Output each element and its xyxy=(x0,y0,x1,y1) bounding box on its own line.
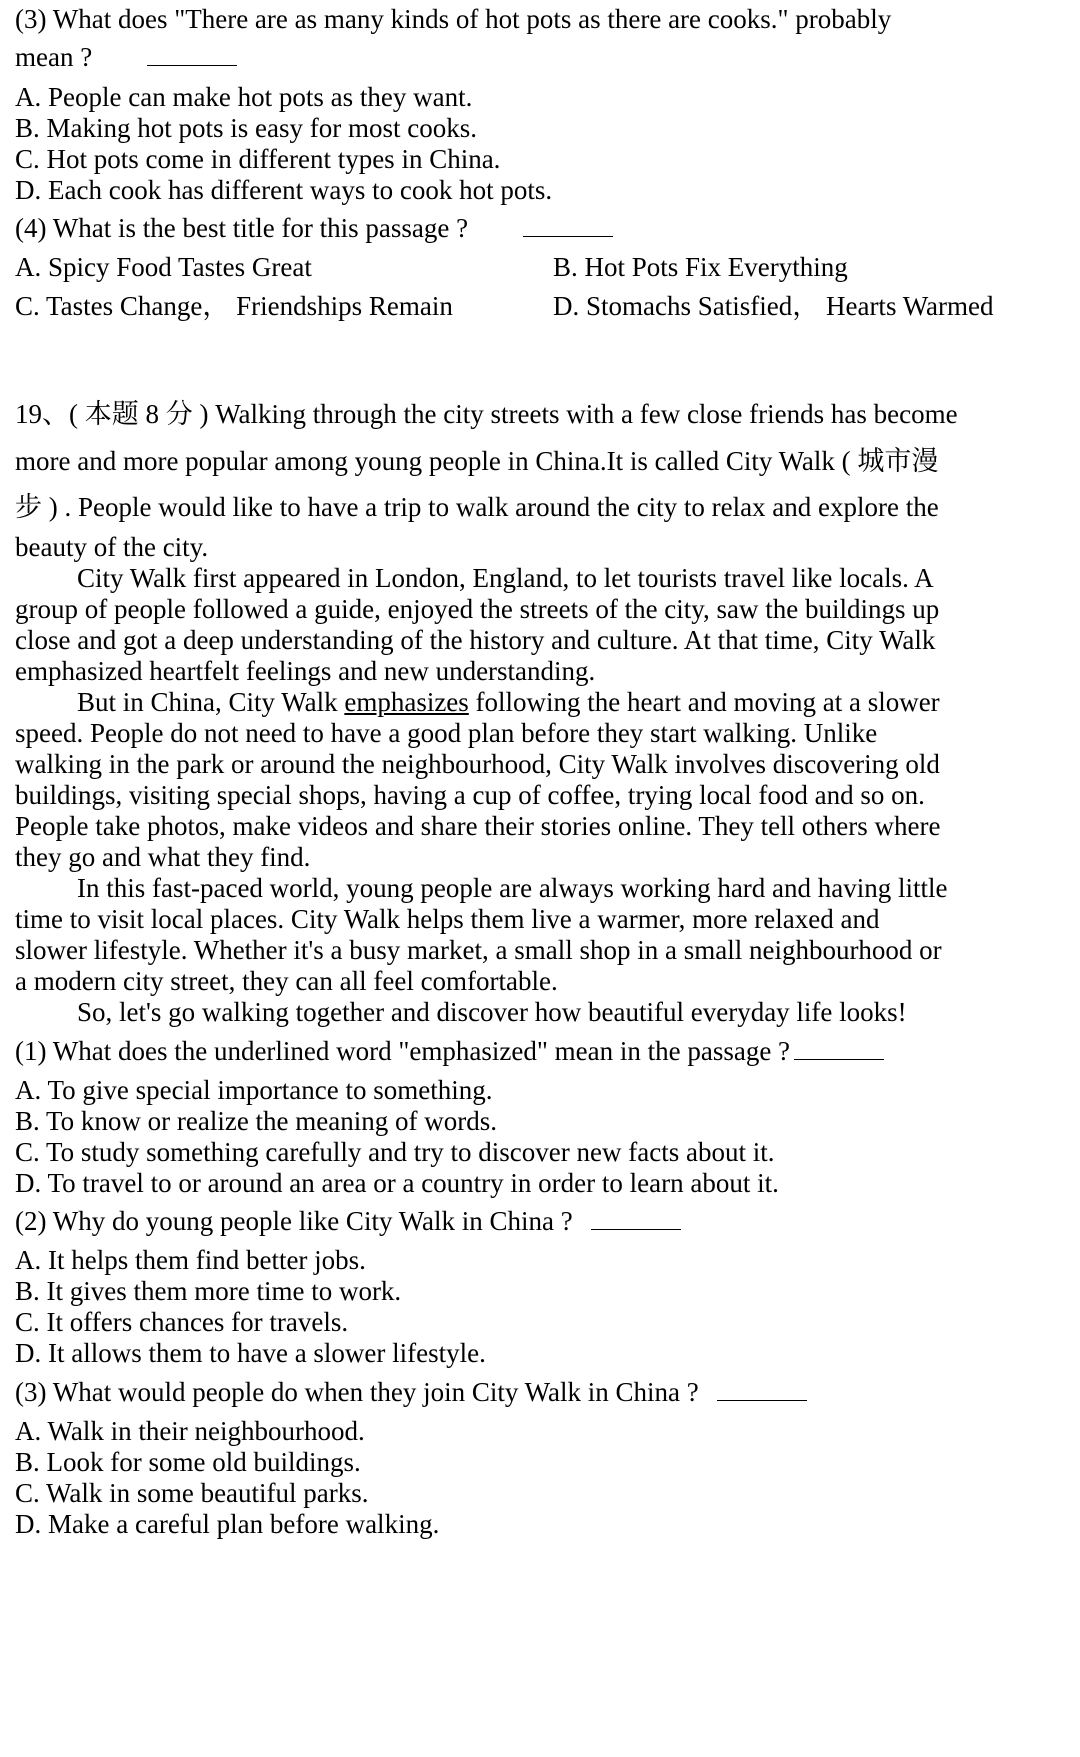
underlined-word: emphasizes xyxy=(344,687,469,717)
option-b: B. To know or realize the meaning of words. xyxy=(15,1106,497,1136)
passage-line: People take photos, make videos and share their stories online. They tell others where xyxy=(15,811,941,841)
option-a: A. Walk in their neighbourhood. xyxy=(15,1416,365,1446)
passage-text: But in China, City Walk xyxy=(77,687,345,717)
option-b: B. Hot Pots Fix Everything xyxy=(553,252,848,282)
question-stem xyxy=(15,1375,807,1409)
option-a: A. Spicy Food Tastes Great xyxy=(15,252,312,282)
question-stem-text: (2) Why do young people like City Walk in China ? xyxy=(15,1206,573,1236)
passage-line: walking in the park or around the neighbourhood, City Walk involves discovering old xyxy=(15,749,940,779)
passage-intro-line: more and more popular among young people in China.It is called City Walk ( 城市漫 xyxy=(15,446,939,476)
passage-line: close and got a deep understanding of the history and culture. At that time, City Walk xyxy=(15,625,936,655)
option-a: A. People can make hot pots as they want. xyxy=(15,82,473,112)
passage-intro-line: 19、( 本题 8 分 ) Walking through the city streets with a few close friends has become xyxy=(15,399,958,429)
question-stem-text: (1) What does the underlined word "emphasized" mean in the passage ? xyxy=(15,1036,791,1066)
option-a: A. To give special importance to something. xyxy=(15,1075,493,1105)
passage-line: slower lifestyle. Whether it's a busy market, a small shop in a small neighbourhood or xyxy=(15,935,942,965)
option-d: D. Make a careful plan before walking. xyxy=(15,1509,440,1539)
option-c: C. It offers chances for travels. xyxy=(15,1307,349,1337)
option-b: B. Making hot pots is easy for most cooks. xyxy=(15,113,477,143)
option-c: C. To study something carefully and try to discover new facts about it. xyxy=(15,1137,775,1167)
question-stem xyxy=(15,1204,681,1238)
option-d: D. To travel to or around an area or a country in order to learn about it. xyxy=(15,1168,779,1198)
question-stem-text: (3) What would people do when they join City Walk in China ? xyxy=(15,1377,699,1407)
answer-blank[interactable] xyxy=(794,1037,884,1060)
passage-line: emphasized heartfelt feelings and new understanding. xyxy=(15,656,596,686)
answer-blank[interactable] xyxy=(717,1378,807,1401)
option-c: C. Walk in some beautiful parks. xyxy=(15,1478,369,1508)
passage-line: City Walk first appeared in London, England, to let tourists travel like locals. A xyxy=(77,563,934,593)
option-d: D. Each cook has different ways to cook hot pots. xyxy=(15,175,553,205)
question-stem-text: (4) What is the best title for this passage ? xyxy=(15,213,469,243)
passage-line xyxy=(15,685,940,719)
passage-intro-line: 步 ) . People would like to have a trip to walk around the city to relax and explore the xyxy=(15,492,939,522)
option-c: C. Hot pots come in different types in China. xyxy=(15,144,501,174)
passage-text: following the heart and moving at a slower xyxy=(468,687,940,717)
passage-line: group of people followed a guide, enjoyed the streets of the city, saw the buildings up xyxy=(15,594,940,624)
passage-line: time to visit local places. City Walk helps them live a warmer, more relaxed and xyxy=(15,904,880,934)
answer-blank[interactable] xyxy=(523,214,613,237)
option-a: A. It helps them find better jobs. xyxy=(15,1245,366,1275)
question-stem xyxy=(15,211,613,245)
question-stem-text: mean ? xyxy=(15,42,93,72)
option-b: B. It gives them more time to work. xyxy=(15,1276,402,1306)
passage-line: speed. People do not need to have a good plan before they start walking. Unlike xyxy=(15,718,878,748)
question-stem xyxy=(15,1034,884,1068)
question-stem: (3) What does "There are as many kinds of hot pots as there are cooks." probably xyxy=(15,4,892,34)
option-b: B. Look for some old buildings. xyxy=(15,1447,361,1477)
answer-blank[interactable] xyxy=(591,1207,681,1230)
option-d: D. Stomachs Satisfied， Hearts Warmed xyxy=(553,291,994,321)
option-d: D. It allows them to have a slower lifestyle. xyxy=(15,1338,486,1368)
passage-intro-line: beauty of the city. xyxy=(15,532,209,562)
passage-line: In this fast-paced world, young people are always working hard and having little xyxy=(77,873,948,903)
question-stem-cont xyxy=(15,40,237,74)
passage-line: So, let's go walking together and discover how beautiful everyday life looks! xyxy=(77,997,907,1027)
answer-blank[interactable] xyxy=(147,43,237,66)
passage-line: buildings, visiting special shops, having a cup of coffee, trying local food and so on. xyxy=(15,780,925,810)
passage-line: a modern city street, they can all feel comfortable. xyxy=(15,966,558,996)
option-c: C. Tastes Change， Friendships Remain xyxy=(15,291,453,321)
passage-line: they go and what they find. xyxy=(15,842,311,872)
